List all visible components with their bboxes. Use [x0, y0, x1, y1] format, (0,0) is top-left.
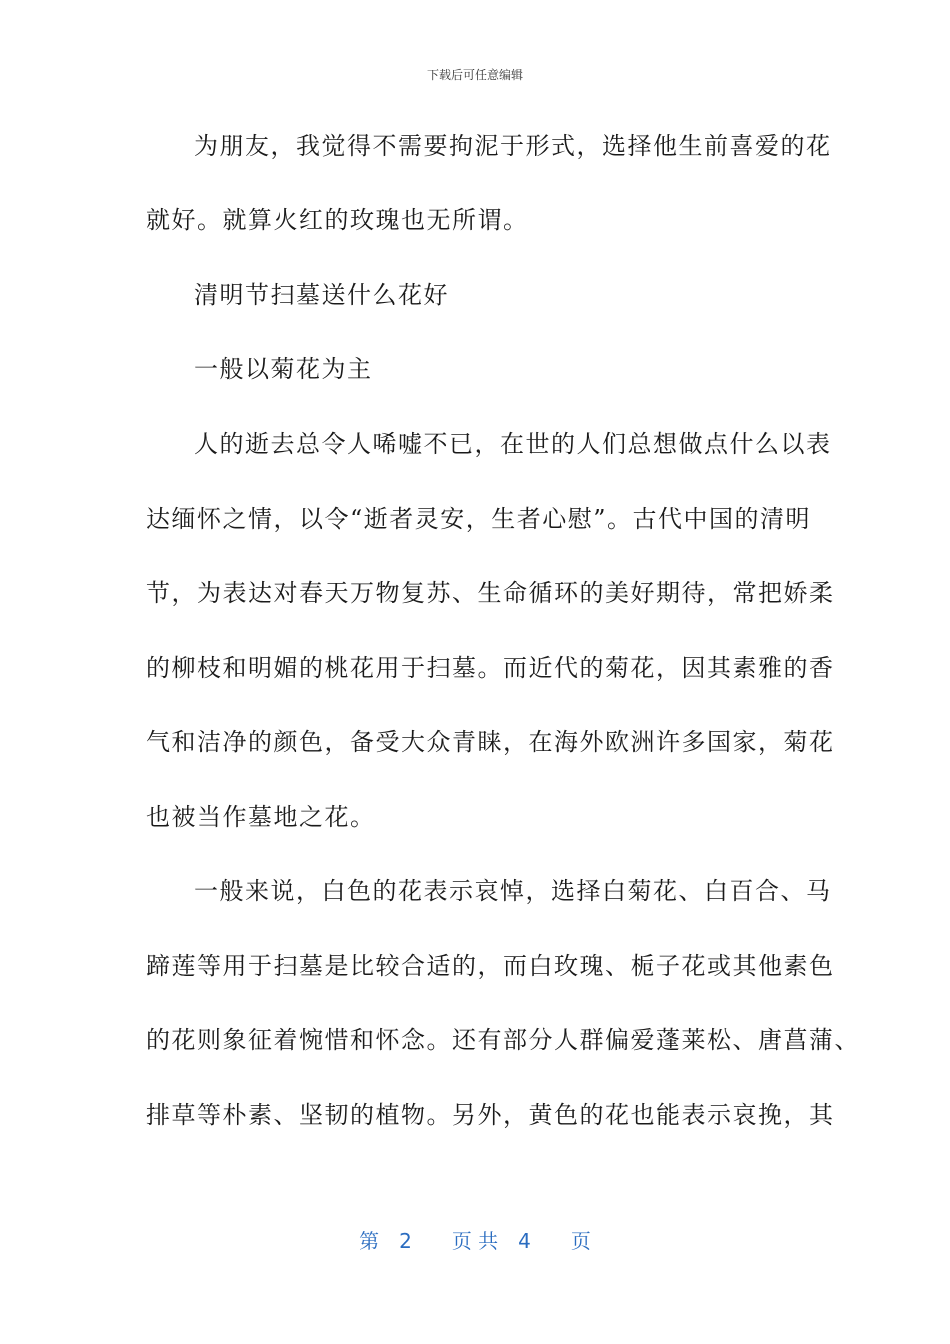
- body-line: 人的逝去总令人唏嘘不已，在世的人们总想做点什么以表: [194, 430, 832, 458]
- body-line: 清明节扫墓送什么花好: [194, 281, 449, 309]
- body-line: 节，为表达对春天万物复苏、生命循环的美好期待，常把娇柔: [146, 579, 835, 607]
- body-line: 就好。就算火红的玫瑰也无所谓。: [146, 206, 529, 234]
- body-line: 一般以菊花为主: [194, 355, 373, 383]
- footer-middle: 页 共: [451, 1229, 499, 1253]
- body-line: 也被当作墓地之花。: [146, 803, 376, 831]
- body-line: 为朋友，我觉得不需要拘泥于形式，选择他生前喜爱的花: [194, 132, 832, 160]
- body-line: 达缅怀之情，以令“逝者灵安，生者心慰”。古代中国的清明: [146, 505, 812, 533]
- page-footer: [0, 1225, 950, 1254]
- body-line: 蹄莲等用于扫墓是比较合适的，而白玫瑰、栀子花或其他素色: [146, 952, 835, 980]
- footer-prefix: 第: [359, 1229, 380, 1253]
- body-line: 气和洁净的颜色，备受大众青睐，在海外欧洲许多国家，菊花: [146, 728, 835, 756]
- footer-suffix: 页: [570, 1229, 591, 1253]
- footer-page-number: 2: [399, 1229, 412, 1253]
- page-header: 下载后可任意编辑: [426, 68, 523, 82]
- body-line: 的花则象征着惋惜和怀念。还有部分人群偏爱蓬莱松、唐菖蒲、: [146, 1026, 860, 1054]
- body-line: 排草等朴素、坚韧的植物。另外，黄色的花也能表示哀挽，其: [146, 1101, 835, 1129]
- body-line: 的柳枝和明媚的桃花用于扫墓。而近代的菊花，因其素雅的香: [146, 654, 835, 682]
- body-line: 一般来说，白色的花表示哀悼，选择白菊花、白百合、马: [194, 877, 832, 905]
- footer-total-pages: 4: [518, 1229, 531, 1253]
